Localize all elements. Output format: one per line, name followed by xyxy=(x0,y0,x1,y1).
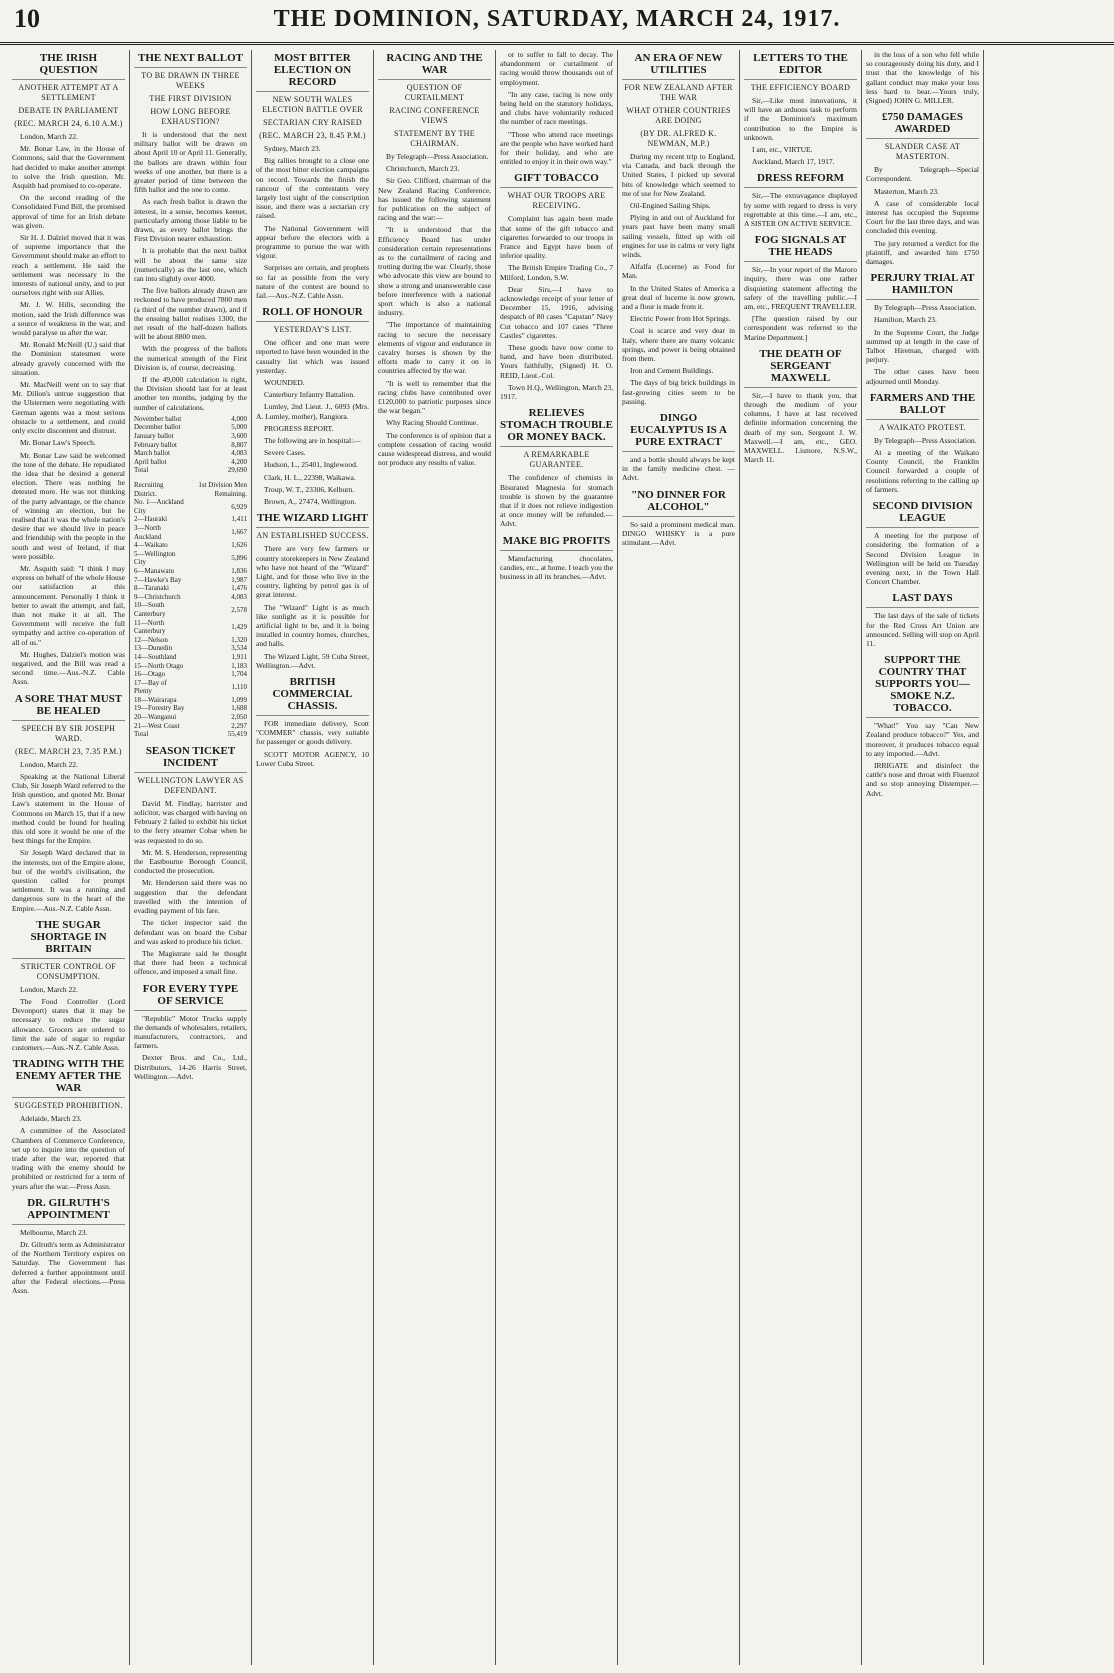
article-paragraph: Mr. MacNeill went on to say that Mr. Dillon's untrue suggestion that the Ulstermen were negotiating with German agents was a most serious obstacle to a settlement, and could only excite discontent and distrust. xyxy=(12,380,125,436)
article-paragraph: The five ballots already drawn are reckoned to have produced 7800 men (a third of the number drawn), and if the ensuing ballot realises 1300, the net result of the half-dozen ballots will be about 8800 men. xyxy=(134,286,247,342)
article-paragraph: Mr. Ronald McNeill (U.) said that the Dominion statesmen were already gravely concerned with the situation. xyxy=(12,340,125,377)
table-row xyxy=(134,636,247,645)
article xyxy=(866,111,979,266)
article-paragraph: These goods have now come to hand, and have been distributed. Yours faithfully, (Signed) H. O. REID, Lieut.-Col. xyxy=(500,343,613,380)
table-cell: April ballot xyxy=(134,457,167,466)
table-cell: 17—Bay of Plenty xyxy=(134,678,167,696)
article-paragraph: Mr. Bonar Law said he welcomed the tone of the debate. He repudiated the idea that he desired a general election. There was nothing he detested more. He was not thinking of the party advantage, or the chance of winning an election, but he realised that it was the whole nation's desire that we should live in peace and friendship with the people in the south and west of Ireland, if that were possible. xyxy=(12,450,125,561)
article-paragraph: The other cases have been adjourned until Monday. xyxy=(866,367,979,386)
table-cell: 8,807 xyxy=(231,440,247,449)
table-cell: 18—Wairarapa xyxy=(134,695,177,704)
table-header-cell: 1st Division Men Remaining. xyxy=(198,481,247,498)
article-paragraph: The days of big brick buildings in fast-growing cities seem to be passing. xyxy=(622,378,735,406)
article-paragraph: Hamilton, March 23. xyxy=(874,315,937,325)
article xyxy=(744,172,857,228)
article-paragraph: Oil-Engined Sailing Ships. xyxy=(630,201,711,211)
article-headline: THE NEXT BALLOT xyxy=(134,52,247,68)
article-paragraph: A committee of the Associated Chambers of Commerce Conference, set up to inquire into the question of trade after the war, reported that trading with the enemy should be prohibited or restricted for a term of years after the war.—Press Assn. xyxy=(12,1126,125,1191)
article-paragraph: The confidence of chemists in Bisurated Magnesia for stomach trouble is shown by the guarantee that if it does not relieve indigestion at once money will be refunded.—Advt. xyxy=(500,473,613,529)
article-headline: THE SUGAR SHORTAGE IN BRITAIN xyxy=(12,919,125,959)
article-subhead: WHAT OUR TROOPS ARE RECEIVING. xyxy=(507,191,606,211)
table-cell: 1,320 xyxy=(231,635,247,644)
article-subhead: NEW SOUTH WALES ELECTION BATTLE OVER xyxy=(262,95,363,114)
article-paragraph: FOR immediate delivery, Scott "COMMER" chassis, very suitable for passenger or goods delivery. xyxy=(256,718,369,747)
article xyxy=(744,234,857,342)
column-1 xyxy=(8,50,130,1665)
article-paragraph: Coal is scarce and very dear in Italy, where there are many volcanic springs, and power is being obtained from them. xyxy=(622,326,735,364)
table-cell: 4—Waikato xyxy=(134,541,168,550)
article-paragraph: Mr. J. W. Hills, seconding the motion, said the Irish difference was a source of weakness in the war, and would paralyse us after the war. xyxy=(12,300,125,338)
article-paragraph: London, March 22. xyxy=(20,132,78,141)
article-subhead: WHAT OTHER COUNTRIES ARE DOING xyxy=(626,106,731,125)
article xyxy=(12,1197,125,1295)
table-row xyxy=(134,423,247,432)
article-paragraph: Sydney, March 23. xyxy=(264,144,321,153)
article-paragraph: Surprises are certain, and prophets so far as possible from the very nature of the contest are bound to fail.—Aus.-N.Z. Cable Assn. xyxy=(256,263,369,301)
table-cell: 9—Christchurch xyxy=(134,592,181,601)
table-cell: November ballot xyxy=(134,414,182,423)
article-paragraph: Sir,—I have to thank you, that through the medium of your columns, I have at last received definite information concerning the death of my son, Sergeant J. W. Maxwell.—I am, etc., GEO. MAXWELL. Lismore, N.S.W., March 11. xyxy=(744,390,857,465)
article-subhead: SUGGESTED PROHIBITION. xyxy=(14,1101,123,1111)
article-paragraph: The following are in hospital:— xyxy=(264,436,361,446)
article-subhead: (REC. MARCH 23, 7.35 P.M.) xyxy=(15,746,122,756)
column-3 xyxy=(252,50,374,1665)
article-paragraph: or to suffer to fall to decay. The abandonment or curtailment of racing would throw thousands out of employment. xyxy=(500,50,613,87)
article xyxy=(256,676,369,768)
table-row xyxy=(134,449,247,458)
article-paragraph: As each fresh ballot is drawn the interest, in a sense, becomes keener, particularly among those liable to be drawn, as every ballot brings the First Division nearer exhaustion. xyxy=(134,197,247,244)
article-paragraph: In the United States of America a great deal of lucerne is now grown, and a flour is made from it. xyxy=(622,283,735,312)
table-cell: 3—North Auckland xyxy=(134,524,162,541)
table-cell: 29,690 xyxy=(227,466,247,475)
table-cell: 14—Southland xyxy=(134,652,177,661)
table-row xyxy=(134,696,247,705)
table-cell: 1,110 xyxy=(231,683,247,691)
article-paragraph: WOUNDED. xyxy=(264,378,305,388)
table-row xyxy=(134,466,247,475)
article-headline: A SORE THAT MUST BE HEALED xyxy=(12,693,125,721)
table-cell: 5—Wellington City xyxy=(134,549,176,567)
column-9 xyxy=(984,50,1106,1665)
article-paragraph: Severe Cases. xyxy=(264,448,306,458)
table-cell: 1,704 xyxy=(231,670,247,679)
article-paragraph: Mr. Bonar Law, in the House of Commons, said that the Government had decided to make another attempt to solve the Irish question. Mr. Asquith had promised to co-operate. xyxy=(12,144,125,191)
table-cell: 7—Hawke's Bay xyxy=(134,575,182,584)
table-cell: 2,578 xyxy=(231,605,247,614)
article-paragraph: IRRIGATE and disinfect the cattle's nose and throat with Fluenzol and so stop annoying Distemper.—Advt. xyxy=(866,760,979,798)
table-cell: 1,099 xyxy=(231,695,247,704)
table-cell: 1,836 xyxy=(231,566,247,575)
article-paragraph: The last days of the sale of tickets for the Red Cross Art Union are announced. Selling will stop on April 11. xyxy=(866,611,979,648)
article-paragraph: Sir,—The extravagance displayed by some with regard to dress is very regrettable at this time.—I am, etc., A SISTER ON ACTIVE SERVICE. xyxy=(744,191,857,229)
article-headline: DRESS REFORM xyxy=(744,172,857,188)
article xyxy=(12,1058,125,1191)
article-headline: "NO DINNER FOR ALCOHOL" xyxy=(622,489,735,517)
article-paragraph: Manufacturing chocolates, candies, etc., at home. I teach you the business in all its branches.—Advt. xyxy=(500,553,613,581)
table-cell: 15—North Otago xyxy=(134,661,184,670)
article-headline: TRADING WITH THE ENEMY AFTER THE WAR xyxy=(12,1058,125,1098)
article xyxy=(134,481,247,739)
table-row xyxy=(134,576,247,585)
article-paragraph: Dr. Gilruth's term as Administrator of the Northern Territory expires on Saturday. The Government has deferred a further appointment until after the Federal elections.—Press Assn. xyxy=(12,1240,125,1296)
table-cell: Total xyxy=(134,730,149,739)
article-subhead: THE FIRST DIVISION xyxy=(149,94,232,103)
article-headline: THE IRISH QUESTION xyxy=(12,52,125,80)
article-paragraph: It is probable that the next ballot will be about the same size (numerically) as the last one, which ran into slightly over 4000. xyxy=(134,246,247,284)
table-cell: No. 1—Auckland City xyxy=(134,498,184,515)
table-cell: 6,929 xyxy=(231,502,247,511)
article-paragraph: SCOTT MOTOR AGENCY, 10 Lower Cuba Street. xyxy=(256,749,369,768)
table-row xyxy=(134,541,247,550)
table-cell: 1,429 xyxy=(231,622,247,631)
column-8 xyxy=(862,50,984,1665)
article-paragraph: "In any case, racing is now only being held on the statutory holidays, and clubs have voluntarily reduced the number of race meetings. xyxy=(500,89,613,127)
article xyxy=(866,592,979,648)
table-row xyxy=(134,441,247,450)
article-paragraph: In the Supreme Court, the Judge summed up at length in the case of Talbot Hireman, charged with perjury. xyxy=(866,327,979,365)
article-paragraph: Sir Geo. Clifford, chairman of the New Zealand Racing Conference, has issued the following statement for publication on the subject of racing and the war:— xyxy=(378,176,491,223)
article-paragraph: London, March 22. xyxy=(20,984,78,994)
table-cell: February ballot xyxy=(134,440,177,449)
article xyxy=(378,52,491,468)
table-cell: 13—Dunedin xyxy=(134,644,173,653)
table-row xyxy=(134,679,247,696)
article-paragraph: The ticket inspector said the defendant was on board the Cobar and was asked to produce his ticket. xyxy=(134,918,247,946)
article xyxy=(866,500,979,586)
masthead xyxy=(0,0,1114,45)
article-headline: ROLL OF HONOUR xyxy=(256,306,369,322)
article-headline: RACING AND THE WAR xyxy=(378,52,491,80)
table-cell: 2—Hauraki xyxy=(134,515,168,524)
article-subhead: (REC. MARCH 24, 6.10 A.M.) xyxy=(14,119,123,128)
article-subhead: WELLINGTON LAWYER AS DEFENDANT. xyxy=(137,775,244,795)
table-cell: 10—South Canterbury xyxy=(134,601,166,618)
table-row xyxy=(134,515,247,524)
article-subhead: RACING CONFERENCE VIEWS xyxy=(389,106,480,125)
article-paragraph: "Those who attend race meetings are the people who have worked hard for their holiday, and who are entitled to enjoy it in their own way." xyxy=(500,129,613,167)
article-paragraph: Complaint has again been made that some of the gift tobacco and cigarettes forwarded to our troops in France and Egypt have been of inferior quality. xyxy=(500,214,613,261)
article-paragraph: Adelaide, March 23. xyxy=(20,1114,82,1124)
article-paragraph: Big rallies brought to a close one of the most bitter election campaigns on record. Towards the finish the rancour of the contestants very largely lost sight of the conscription issue, and there was a sectarian cry raised. xyxy=(256,156,369,221)
article-headline: AN ERA OF NEW UTILITIES xyxy=(622,52,735,80)
table-row xyxy=(134,415,247,424)
article xyxy=(500,535,613,582)
article-subhead: AN ESTABLISHED SUCCESS. xyxy=(256,531,369,541)
article-subhead: TO BE DRAWN IN THREE WEEKS xyxy=(141,71,240,90)
table-row xyxy=(134,653,247,662)
table-cell: 19—Forestry Bay xyxy=(134,704,185,713)
article xyxy=(622,489,735,548)
article-paragraph: PROGRESS REPORT. xyxy=(264,423,334,433)
table-row xyxy=(134,432,247,441)
article-subhead: SLANDER CASE AT MASTERTON. xyxy=(884,142,961,162)
article-headline: THE WIZARD LIGHT xyxy=(256,512,369,528)
article-paragraph: "What!" You say "Can New Zealand produce tobacco?" Yes, and moreover, it produces tobacco equal to any imported.—Advt. xyxy=(866,721,979,758)
table-cell: 2,050 xyxy=(231,713,247,722)
article xyxy=(622,52,735,406)
article-paragraph: David M. Findlay, barrister and solicitor, was charged with having on February 2 failed to exhibit his ticket to the ferry steamer Cobar when he was requested to do so. xyxy=(134,798,247,845)
article-paragraph: "It is understood that the Efficiency Board has under consideration certain representations as to the curtailment of racing and trotting during the war. Clearly, those who advocate this view are bound to show a strong and unanswerable case before interference with a national sport which is also a national industry. xyxy=(378,225,491,318)
article-headline: MOST BITTER ELECTION ON RECORD xyxy=(256,52,369,92)
article-paragraph: Plying in and out of Auckland for years past have been many small sailing vessels, fitted up with oil engines for use in calms or very light winds. xyxy=(622,213,735,260)
article-subhead: YESTERDAY'S LIST. xyxy=(273,325,352,335)
article-paragraph: Hudson, L., 25401, Inglewood. xyxy=(264,460,358,470)
article-headline: MAKE BIG PROFITS xyxy=(500,535,613,551)
page-number: 10 xyxy=(14,4,40,33)
article-headline: LETTERS TO THE EDITOR xyxy=(744,52,857,80)
table-cell: 11—North Canterbury xyxy=(134,618,166,636)
article-subhead: STATEMENT BY THE CHAIRMAN. xyxy=(394,129,475,148)
table-row xyxy=(134,644,247,653)
article-subhead: QUESTION OF CURTAILMENT xyxy=(404,83,465,102)
article-paragraph: Sir Joseph Ward declared that in the interests, not of the Empire alone, but of the world's civilisation, the question called for prompt settlement. It was a running and dangerous sore in the heart of the Empire.—Aus.-N.Z. Cable Assn. xyxy=(12,848,125,913)
table-row xyxy=(134,567,247,576)
article-paragraph: The Magistrate said he thought that there had been a technical offence, and imposed a small fine. xyxy=(134,948,247,977)
masthead-title: THE DOMINION, SATURDAY, MARCH 24, 1917. xyxy=(273,6,841,32)
article-paragraph: The Food Controller (Lord Devonport) states that it may be necessary to reduce the sugar allowance. Grocers are ordered to limit the sale of sugar to regular customers.—Aus.-N.Z. Cable Assn. xyxy=(12,997,125,1053)
column-7 xyxy=(740,50,862,1665)
article-paragraph: It is understood that the next military ballot will be drawn on about April 10 or April 11. Generally, the ballots are drawn within four weeks of one another, but there is a greater period of time between the fifth ballot and the one to come. xyxy=(134,130,247,195)
table-row xyxy=(134,704,247,713)
article-paragraph: If the 49,000 calculation is right, the Division should last for at least another ten months, judging by the number of calculations. xyxy=(134,375,247,412)
table-cell: 1,626 xyxy=(231,541,247,550)
article-paragraph: Lumley, 2nd Lieut. J., 6093 (Mrs. A. Lumley, mother), Rangiora. xyxy=(256,402,369,421)
article-paragraph: Electric Power from Hot Springs. xyxy=(630,314,731,324)
article-paragraph: Dear Sirs,—I have to acknowledge receipt of your letter of December 15, 1916, advising despatch of 80 cases "Capstan" Navy Cut tobacco and 107 cases "Three Castles" cigarettes. xyxy=(500,284,613,340)
article xyxy=(12,693,125,913)
article-paragraph: Mr. Henderson said there was no suggestion that the defendant travelled with the intention of evading payment of his fare. xyxy=(134,878,247,916)
article-paragraph: With the progress of the ballots the numerical strength of the First Division is, of course, decreasing. xyxy=(134,344,247,372)
article-paragraph: The National Government will appear before the electors with a programme to pursue the war with vigour. xyxy=(256,223,369,261)
article-headline: FARMERS AND THE BALLOT xyxy=(866,392,979,420)
table-row xyxy=(134,730,247,739)
article-paragraph: By Telegraph—Press Association. xyxy=(874,303,977,313)
article-paragraph: Mr. Asquith said: "I think I may express on behalf of the whole House our satisfaction at this announcement. Personally I think it better to await the attempt, and fail, than not make it at all. The Government will receive the full sympathy and active co-operation of all of us." xyxy=(12,563,125,647)
article-paragraph: [The question raised by our correspondent was referred to the Marine Department.] xyxy=(744,314,857,342)
article-headline: BRITISH COMMERCIAL CHASSIS. xyxy=(256,676,369,716)
article-paragraph: Auckland, March 17, 1917. xyxy=(752,157,835,167)
column-2 xyxy=(130,50,252,1665)
article-headline: LAST DAYS xyxy=(866,592,979,608)
data-table xyxy=(134,481,247,739)
table-cell: 12—Nelson xyxy=(134,635,168,644)
article-headline: DR. GILRUTH'S APPOINTMENT xyxy=(12,1197,125,1225)
article-paragraph: Iron and Cement Buildings. xyxy=(630,366,714,376)
article-paragraph: Dexter Bros. and Co., Ltd., Distributors, 14-26 Harris Street, Wellington.—Advt. xyxy=(134,1053,247,1081)
table-header-cell: Recruiting District. xyxy=(134,481,164,498)
table-row xyxy=(134,722,247,731)
table-cell: December ballot xyxy=(134,423,181,432)
article-headline: PERJURY TRIAL AT HAMILTON xyxy=(866,272,979,300)
article-headline: FOG SIGNALS AT THE HEADS xyxy=(744,234,857,262)
table-cell: 4,083 xyxy=(231,592,247,601)
article-paragraph: "It is well to remember that the racing clubs have contributed over £120,000 to patriotic purposes since the war began." xyxy=(378,378,491,416)
article-paragraph: Masterton, March 23. xyxy=(874,186,939,196)
table-row xyxy=(134,713,247,722)
article-subhead: STRICTER CONTROL OF CONSUMPTION. xyxy=(20,961,117,981)
article-headline: GIFT TOBACCO xyxy=(500,172,613,188)
article-paragraph: Brown, A., 27474, Wellington. xyxy=(264,497,357,507)
table-row xyxy=(134,593,247,602)
article xyxy=(500,407,613,528)
article-paragraph: The jury returned a verdict for the plaintiff, and awarded him £750 damages. xyxy=(866,238,979,267)
article xyxy=(12,52,125,687)
article-subhead: A REMARKABLE GUARANTEE. xyxy=(523,450,590,470)
table-cell: 1,476 xyxy=(231,584,247,593)
article-paragraph: Speaking at the National Liberal Club, Sir Joseph Ward referred to the Irish question, and quoted Mr. Bonar Law's statement in the House of Commons on March 15, that if a new method could be found for healing this old sore it would be one of the best things for the Empire. xyxy=(12,771,125,846)
article-paragraph: At a meeting of the Waikato County Council, the Franklin Council forwarded a couple of resolutions referring to the calling up of farmers. xyxy=(866,448,979,494)
table-cell: 55,419 xyxy=(227,730,247,739)
article-paragraph: "The importance of maintaining racing to secure the necessary elements of vigour and endurance in cavalry horses is shown by the efforts made to carry it on in countries affected by the war. xyxy=(378,320,491,376)
article xyxy=(866,272,979,386)
article xyxy=(622,412,735,483)
article xyxy=(256,52,369,300)
article-paragraph: "Republic" Motor Trucks supply the demands of wholesalers, retailers, manufacturers, contractors, and farmers. xyxy=(134,1013,247,1051)
article-paragraph: There are very few farmers or country storekeepers in New Zealand who have not heard of the "Wizard" Light, and for those who live in the country, lighting by petrol gas is of great interest. xyxy=(256,544,369,600)
article-headline: SECOND DIVISION LEAGUE xyxy=(866,500,979,528)
article xyxy=(256,512,369,670)
table-cell: 4,083 xyxy=(231,449,247,458)
article-headline: SEASON TICKET INCIDENT xyxy=(134,745,247,773)
table-cell: 5,896 xyxy=(231,554,247,563)
article-paragraph: Clark, H. L., 22398, Waikawa. xyxy=(264,472,356,482)
article-paragraph: Mr. Hughes, Dalziel's motion was negatived, and the Bill was read a second time.—Aus.-N.Z. Cable Assn. xyxy=(12,649,125,687)
article xyxy=(500,172,613,401)
article-paragraph: By Telegraph—Special Correspondent. xyxy=(866,165,979,184)
article-headline: £750 DAMAGES AWARDED xyxy=(866,111,979,139)
article-subhead: SPEECH BY SIR JOSEPH WARD. xyxy=(21,723,116,743)
article xyxy=(12,919,125,1052)
article-headline: SUPPORT THE COUNTRY THAT SUPPORTS YOU—SMOKE N.Z. TOBACCO. xyxy=(866,654,979,718)
article-subhead: DEBATE IN PARLIAMENT xyxy=(18,106,119,115)
article-paragraph: Mr. Bonar Law's Speech. xyxy=(20,438,96,448)
table-row xyxy=(134,619,247,636)
column-6 xyxy=(618,50,740,1665)
table-cell: Total xyxy=(134,466,149,475)
article xyxy=(744,52,857,166)
table-row xyxy=(134,601,247,618)
table-cell: 3,600 xyxy=(231,432,247,441)
article-subhead: THE EFFICIENCY BOARD xyxy=(750,83,851,92)
article-paragraph: Christchurch, March 23. xyxy=(386,164,460,174)
article-paragraph: Town H.Q., Wellington, March 23, 1917. xyxy=(500,382,613,402)
table-cell: January ballot xyxy=(134,432,174,441)
table-row xyxy=(134,662,247,671)
article-paragraph: Sir H. J. Dalziel moved that it was of supreme importance that the Government should make an effort to reach a settlement. He said the settlement was necessary in the interests of national unity, and to put ourselves right with our Allies. xyxy=(12,233,125,298)
article-headline: THE DEATH OF SERGEANT MAXWELL xyxy=(744,348,857,388)
column-5 xyxy=(496,50,618,1665)
columns-container xyxy=(8,50,1106,1665)
table-cell: 20—Wanganui xyxy=(134,713,177,722)
article-paragraph: in the loss of a son who fell while so courageously doing his duty, and I trust that the knowledge of his gallant conduct may make your loss less hard to bear.—Yours truly, (Signed) JOHN G. MILLER. xyxy=(866,50,979,106)
article-subhead: A WAIKATO PROTEST. xyxy=(879,422,966,432)
table-row xyxy=(134,670,247,679)
article-paragraph: London, March 22. xyxy=(20,759,78,769)
article-paragraph: The Wizard Light, 59 Cuba Street, Wellington.—Advt. xyxy=(256,651,369,670)
table-cell: 1,911 xyxy=(231,652,247,661)
article xyxy=(256,306,369,506)
article-headline: FOR EVERY TYPE OF SERVICE xyxy=(134,983,247,1011)
article-paragraph: The British Empire Trading Co., 7 Milford, London, S.W. xyxy=(500,263,613,282)
article-paragraph: Canterbury Infantry Battalion. xyxy=(264,390,356,400)
article xyxy=(134,983,247,1081)
article-paragraph: The "Wizard" Light is as much like sunlight as it is possible for artificial light to be, and it is being installed in country homes, churches, and halls. xyxy=(256,602,369,649)
article-paragraph: Mr. M. S. Henderson, representing the Eastbourne Borough Council, conducted the prosecution. xyxy=(134,847,247,876)
table-cell: 1,183 xyxy=(231,661,247,670)
table-cell: 1,411 xyxy=(231,515,247,524)
article-subhead: ANOTHER ATTEMPT AT A SETTLEMENT xyxy=(18,83,119,102)
article-subhead: (BY DR. ALFRED K. NEWMAN, M.P.) xyxy=(640,129,717,148)
table-cell: 3,534 xyxy=(231,644,247,653)
table-cell: 4,200 xyxy=(231,457,247,466)
table-cell: 4,000 xyxy=(231,414,247,423)
article xyxy=(134,52,247,475)
article-paragraph: Alfalfa (Lucerne) as Food for Man. xyxy=(622,262,735,281)
article-paragraph: Melbourne, March 23. xyxy=(20,1227,88,1237)
article-subhead: (REC. MARCH 23, 8.45 P.M.) xyxy=(259,131,366,140)
article-paragraph: Why Racing Should Continue. xyxy=(386,418,479,428)
article-paragraph: Troup, W. T., 23306, Kelburn. xyxy=(264,484,355,494)
data-table xyxy=(134,415,247,475)
article-headline: RELIEVES STOMACH TROUBLE OR MONEY BACK. xyxy=(500,407,613,447)
article-subhead: HOW LONG BEFORE EXHAUSTION? xyxy=(150,107,231,126)
table-row xyxy=(134,524,247,541)
table-cell: 16—Otago xyxy=(134,670,166,679)
article-paragraph: By Telegraph—Press Association. xyxy=(386,152,489,161)
table-row xyxy=(134,584,247,593)
table-row xyxy=(134,550,247,567)
article-paragraph: One officer and one man were reported to have been wounded in the casualty list which was issued yesterday. xyxy=(256,338,369,375)
table-cell: 6—Manawatu xyxy=(134,566,175,575)
article-headline: DINGO EUCALYPTUS IS A PURE EXTRACT xyxy=(622,412,735,452)
article xyxy=(866,392,979,494)
table-cell: 1,987 xyxy=(231,575,247,584)
article xyxy=(134,745,247,977)
article-paragraph: The conference is of opinion that a complete cessation of racing would cause widespread distress, and would not produce any results of value. xyxy=(378,430,491,468)
table-row xyxy=(134,458,247,467)
article-paragraph: On the second reading of the Consolidated Fund Bill, the promised approval of time for an Irish debate was given. xyxy=(12,193,125,230)
article-paragraph: A case of considerable local interest has occupied the Supreme Court for the last three days, and was concluded this evening. xyxy=(866,198,979,236)
article xyxy=(500,50,613,166)
article xyxy=(866,50,979,105)
article-paragraph: Sir,—Like most innovations, it will have an arduous task to perform if the Dominion's maximum contribution to the Empire is unknown. xyxy=(744,96,857,142)
article xyxy=(866,654,979,798)
table-cell: 1,688 xyxy=(231,704,247,713)
table-cell: March ballot xyxy=(134,449,170,458)
table-cell: 8—Taranaki xyxy=(134,584,169,593)
table-cell: 5,000 xyxy=(231,423,247,432)
table-header-row xyxy=(134,481,247,498)
article-paragraph: and a bottle should always be kept in the family medicine chest. —Advt. xyxy=(622,455,735,483)
table-cell: 1,667 xyxy=(231,528,247,537)
article-subhead: FOR NEW ZEALAND AFTER THE WAR xyxy=(624,83,733,102)
article xyxy=(744,348,857,465)
table-cell: 21—West Coast xyxy=(134,721,180,730)
article-paragraph: A meeting for the purpose of considering the formation of a Second Division League in Wellington will be held on Tuesday evening next, in the Town Hall Concert Chamber. xyxy=(866,531,979,587)
article-subhead: SECTARIAN CRY RAISED xyxy=(263,118,362,127)
article-paragraph: I am, etc., VIRTUE. xyxy=(752,145,813,155)
article-paragraph: So said a prominent medical man. DINGO WHISKY is a pure stimulant.—Advt. xyxy=(622,519,735,548)
column-4 xyxy=(374,50,496,1665)
article-paragraph: During my recent trip to England, via Canada, and back through the United States, I picked up several bits of knowledge which seemed to me of use for New Zealand. xyxy=(622,152,735,198)
table-cell: 2,297 xyxy=(231,721,247,730)
table-row xyxy=(134,498,247,515)
article-paragraph: Sir,—In your report of the Maroro inquiry, there was one rather disquieting statement affecting the safety of the travelling public.—I am, etc., FREQUENT TRAVELLER. xyxy=(744,265,857,312)
article-paragraph: By Telegraph—Press Association. xyxy=(874,435,977,445)
